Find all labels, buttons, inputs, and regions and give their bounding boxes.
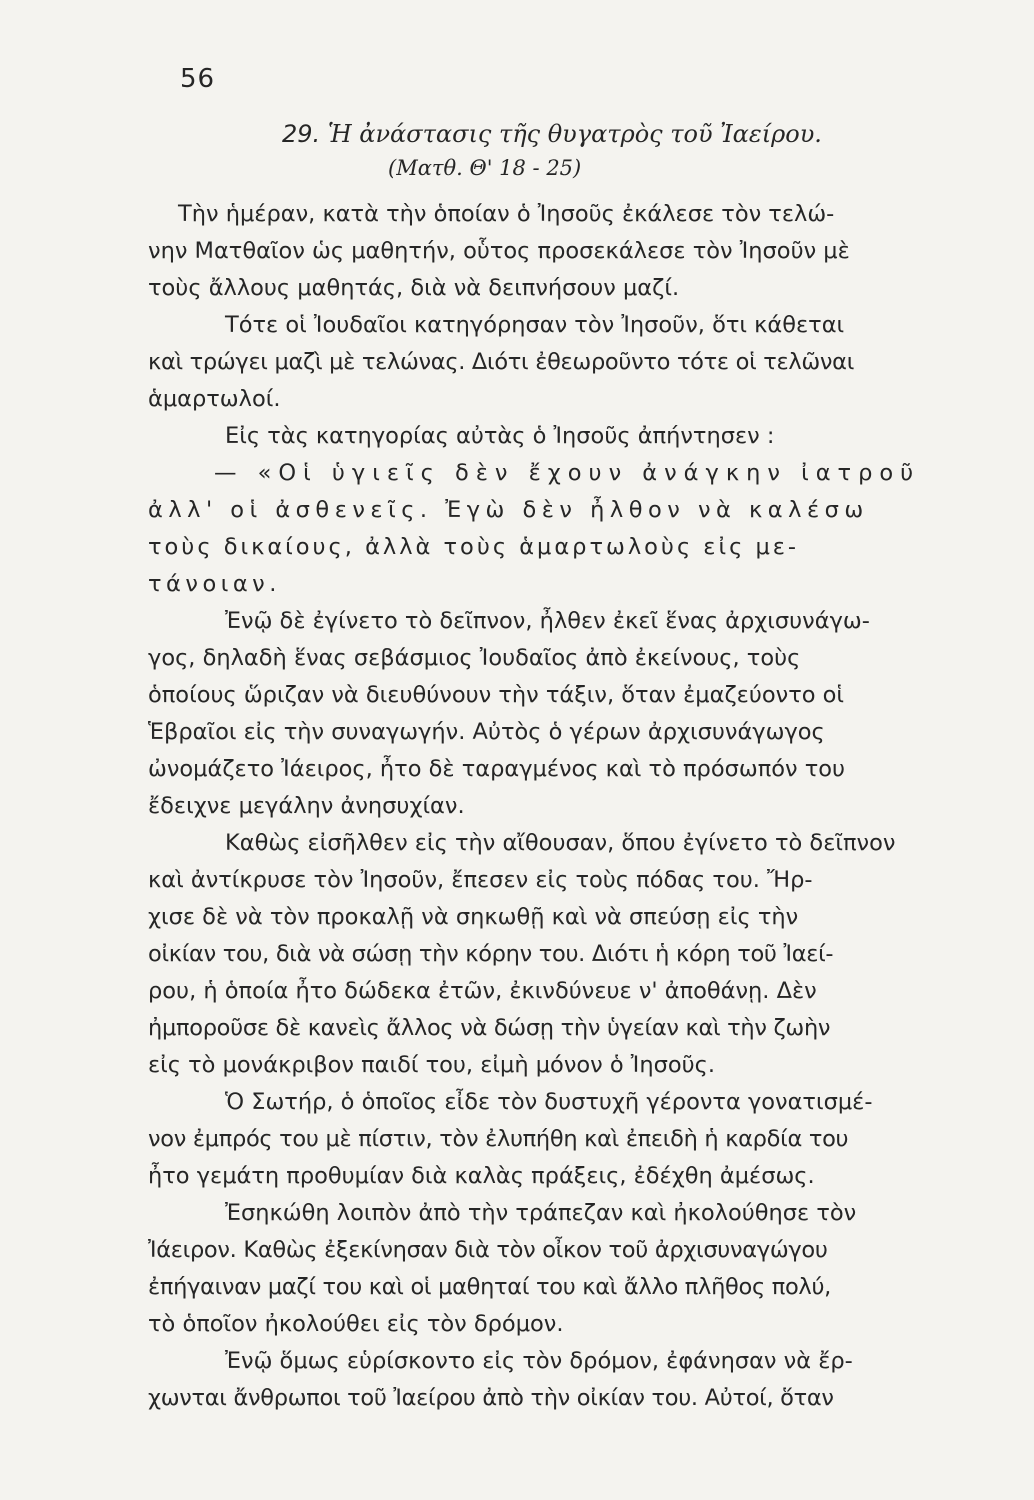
text-line: εἰς τὸ μονάκριβον παιδί του, εἰμὴ μόνον ὁ Ἰησοῦς. [148, 1052, 716, 1078]
text-line: χισε δὲ νὰ τὸν προκαλῇ νὰ σηκωθῇ καὶ νὰ σπεύσῃ εἰς τὴν [148, 904, 799, 930]
section-heading [282, 120, 822, 148]
text-line: καὶ τρώγει μαζὶ μὲ τελώνας. Διότι ἐθεωροῦντο τότε οἱ τελῶναι [148, 349, 855, 375]
text-line: τοὺς ἄλλους μαθητάς, διὰ νὰ δειπνήσουν μαζί. [148, 275, 680, 301]
text-line: Καθὼς εἰσῆλθεν εἰς τὴν αἴθουσαν, ὅπου ἐγίνετο τὸ δεῖπνον [225, 830, 896, 856]
text-line: νον ἐμπρός του μὲ πίστιν, τὸν ἐλυπήθη καὶ ἐπειδὴ ἡ καρδία του [148, 1126, 849, 1152]
text-line: Τὴν ἡμέραν, κατὰ τὴν ὁποίαν ὁ Ἰησοῦς ἐκάλεσε τὸν τελώ- [178, 201, 835, 227]
text-line: καὶ ἀντίκρυσε τὸν Ἰησοῦν, ἔπεσεν εἰς τοὺς πόδας του. Ἤρ- [148, 867, 813, 893]
text-line: ὁποίους ὥριζαν νὰ διευθύνουν τὴν τάξιν, ὅταν ἐμαζεύοντο οἱ [148, 682, 845, 708]
text-line: ἐπήγαιναν μαζί του καὶ οἱ μαθηταί του καὶ ἄλλο πλῆθος πολύ, [148, 1274, 832, 1300]
text-line: Ἰάειρον. Καθὼς ἐξεκίνησαν διὰ τὸν οἶκον τοῦ ἀρχισυναγώγου [148, 1237, 828, 1263]
text-line: γος, δηλαδὴ ἕνας σεβάσμιος Ἰουδαῖος ἀπὸ ἐκείνους, τοὺς [148, 645, 801, 671]
text-line: ἦτο γεμάτη προθυμίαν διὰ καλὰς πράξεις, ἐδέχθη ἀμέσως. [148, 1163, 815, 1189]
text-line: ὠνομάζετο Ἰάειρος, ἦτο δὲ ταραγμένος καὶ τὸ πρόσωπόν του [148, 756, 846, 782]
text-line: τὸ ὁποῖον ἠκολούθει εἰς τὸν δρόμον. [148, 1311, 564, 1337]
text-line: — «Οἱ ὑγιεῖς δὲν ἔχουν ἀνάγκην ἰατροῦ [214, 460, 921, 486]
text-line: ἔδειχνε μεγάλην ἀνησυχίαν. [148, 793, 465, 819]
text-line: τοὺς δικαίους, ἀλλὰ τοὺς ἁμαρτωλοὺς εἰς με- [148, 534, 800, 560]
text-line: Ἐνῷ ὅμως εὑρίσκοντο εἰς τὸν δρόμον, ἐφάνησαν νὰ ἔρ- [225, 1348, 853, 1374]
text-line: νην Ματθαῖον ὡς μαθητήν, οὗτος προσεκάλεσε τὸν Ἰησοῦν μὲ [148, 238, 850, 264]
text-line: ἀλλ' οἱ ἀσθενεῖς. Ἐγὼ δὲν ἦλθον νὰ καλέσω [148, 497, 869, 523]
text-line: οἰκίαν του, διὰ νὰ σώσῃ τὴν κόρην του. Διότι ἡ κόρη τοῦ Ἰαεί- [148, 941, 834, 967]
body-text [148, 196, 994, 1417]
text-line: Ἐσηκώθη λοιπὸν ἀπὸ τὴν τράπεζαν καὶ ἠκολούθησε τὸν [225, 1200, 857, 1226]
text-line: χωνται ἄνθρωποι τοῦ Ἰαείρου ἀπὸ τὴν οἰκίαν του. Αὐτοί, ὅταν [148, 1385, 834, 1411]
text-line: ἠμποροῦσε δὲ κανεὶς ἄλλος νὰ δώσῃ τὴν ὑγείαν καὶ τὴν ζωὴν [148, 1015, 831, 1041]
text-line: τάνοιαν. [148, 571, 281, 597]
text-line: Ἐνῷ δὲ ἐγίνετο τὸ δεῖπνον, ἦλθεν ἐκεῖ ἕνας ἀρχισυνάγω- [225, 608, 870, 634]
text-line: Ὁ Σωτήρ, ὁ ὁποῖος εἶδε τὸν δυστυχῆ γέροντα γονατισμέ- [225, 1089, 873, 1115]
section-number: 29. [282, 120, 321, 148]
text-line: Εἰς τὰς κατηγορίας αὐτὰς ὁ Ἰησοῦς ἀπήντησεν : [225, 423, 775, 449]
text-line: ἁμαρτωλοί. [148, 386, 281, 412]
scripture-reference: (Ματθ. Θ' 18 - 25) [388, 156, 582, 180]
page-number: 56 [180, 64, 216, 94]
section-title: Ἡ ἀνάστασις τῆς θυγατρὸς τοῦ Ἰαείρου. [327, 120, 822, 148]
text-line: ρου, ἡ ὁποία ἦτο δώδεκα ἐτῶν, ἐκινδύνευε ν' ἀποθάνῃ. Δὲν [148, 978, 817, 1004]
text-line: Ἑβραῖοι εἰς τὴν συναγωγήν. Αὐτὸς ὁ γέρων ἀρχισυνάγωγος [148, 719, 825, 745]
text-line: Τότε οἱ Ἰουδαῖοι κατηγόρησαν τὸν Ἰησοῦν, ὅτι κάθεται [225, 312, 845, 338]
